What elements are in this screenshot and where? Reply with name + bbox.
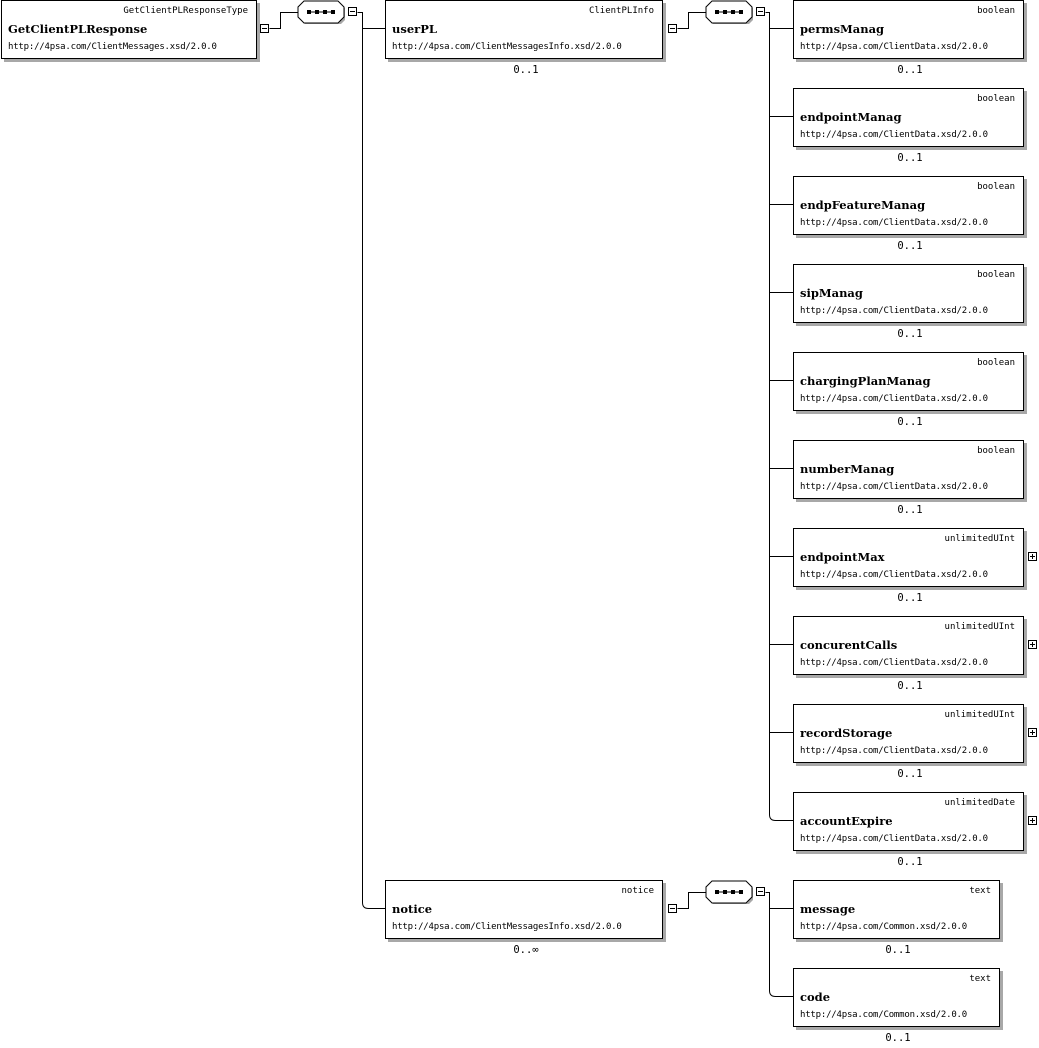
element-type: boolean	[977, 6, 1015, 16]
sequence-compositor-icon[interactable]	[705, 880, 753, 904]
element-namespace: http://4psa.com/ClientData.xsd/2.0.0	[800, 570, 988, 580]
cardinality-label: 0..1	[897, 64, 923, 76]
cardinality-label: 0..1	[897, 856, 923, 868]
element-namespace: http://4psa.com/ClientData.xsd/2.0.0	[800, 42, 988, 52]
element-namespace: http://4psa.com/ClientData.xsd/2.0.0	[800, 834, 988, 844]
connector-userpl-to-sequence	[678, 13, 706, 29]
element-code[interactable]	[793, 968, 1000, 1027]
expand-toggle-accountexpire[interactable]	[1028, 816, 1037, 825]
cardinality-label: 0..1	[897, 768, 923, 780]
element-getclientplresponse[interactable]	[1, 0, 257, 59]
element-name: endpFeatureManag	[800, 198, 926, 212]
cardinality-label: 0..1	[897, 592, 923, 604]
element-endpointmax[interactable]	[793, 528, 1024, 587]
cardinality-label: 0..1	[897, 680, 923, 692]
element-name: endpointManag	[800, 110, 902, 124]
element-name: notice	[392, 902, 433, 916]
element-namespace: http://4psa.com/ClientData.xsd/2.0.0	[800, 218, 988, 228]
cardinality-label: 0..∞	[513, 944, 539, 956]
element-name: numberManag	[800, 462, 895, 476]
element-name: concurentCalls	[800, 638, 898, 652]
cardinality-label: 0..1	[897, 504, 923, 516]
element-name: accountExpire	[800, 814, 893, 828]
element-name: sipManag	[800, 286, 863, 300]
element-namespace: http://4psa.com/ClientData.xsd/2.0.0	[800, 658, 988, 668]
cardinality-label: 0..1	[885, 1032, 911, 1044]
element-numbermanag[interactable]	[793, 440, 1024, 499]
element-type: unlimitedDate	[944, 798, 1015, 808]
element-namespace: http://4psa.com/ClientData.xsd/2.0.0	[800, 746, 988, 756]
collapse-toggle-userpl[interactable]	[668, 24, 677, 33]
expand-toggle-concurentcalls[interactable]	[1028, 640, 1037, 649]
element-namespace: http://4psa.com/ClientMessages.xsd/2.0.0	[8, 42, 217, 52]
element-recordstorage[interactable]	[793, 704, 1024, 763]
element-endpfeaturemanag[interactable]	[793, 176, 1024, 235]
element-namespace: http://4psa.com/ClientData.xsd/2.0.0	[800, 394, 988, 404]
element-type: unlimitedUInt	[944, 622, 1015, 632]
element-type: text	[969, 886, 991, 896]
cardinality-label: 0..1	[897, 416, 923, 428]
element-type: unlimitedUInt	[944, 534, 1015, 544]
element-namespace: http://4psa.com/Common.xsd/2.0.0	[800, 922, 967, 932]
element-type: boolean	[977, 358, 1015, 368]
element-namespace: http://4psa.com/ClientData.xsd/2.0.0	[800, 130, 988, 140]
collapse-toggle-getclientplresponse[interactable]	[260, 24, 269, 33]
element-type: unlimitedUInt	[944, 710, 1015, 720]
element-message[interactable]	[793, 880, 1000, 939]
element-namespace: http://4psa.com/ClientData.xsd/2.0.0	[800, 306, 988, 316]
expand-toggle-recordstorage[interactable]	[1028, 728, 1037, 737]
connector-userpl-children-trunk	[766, 13, 794, 821]
element-sipmanag[interactable]	[793, 264, 1024, 323]
cardinality-label: 0..1	[897, 328, 923, 340]
element-type: boolean	[977, 270, 1015, 280]
cardinality-label: 0..1	[885, 944, 911, 956]
element-notice[interactable]	[385, 880, 663, 939]
connector-notice-to-sequence	[678, 893, 706, 909]
element-name: permsManag	[800, 22, 885, 36]
element-namespace: http://4psa.com/ClientData.xsd/2.0.0	[800, 482, 988, 492]
element-namespace: http://4psa.com/ClientMessagesInfo.xsd/2.0.0	[392, 922, 622, 932]
element-namespace: http://4psa.com/ClientMessagesInfo.xsd/2.0.0	[392, 42, 622, 52]
element-chargingplanmanag[interactable]	[793, 352, 1024, 411]
cardinality-label: 0..1	[897, 240, 923, 252]
element-name: endpointMax	[800, 550, 885, 564]
sequence-compositor-icon[interactable]	[297, 0, 345, 24]
element-userpl[interactable]	[385, 0, 663, 59]
element-type: boolean	[977, 446, 1015, 456]
collapse-toggle-notice[interactable]	[668, 904, 677, 913]
collapse-toggle-sequence[interactable]	[756, 7, 765, 16]
connector-sequence-trunk	[358, 13, 386, 909]
element-name: userPL	[392, 22, 437, 36]
element-name: GetClientPLResponse	[8, 22, 148, 36]
element-type: boolean	[977, 182, 1015, 192]
element-type: notice	[621, 886, 654, 896]
cardinality-label: 0..1	[513, 64, 539, 76]
element-type: ClientPLInfo	[588, 6, 654, 16]
element-endpointmanag[interactable]	[793, 88, 1024, 147]
element-type: GetClientPLResponseType	[123, 6, 248, 16]
element-name: code	[800, 990, 831, 1004]
element-permsmanag[interactable]	[793, 0, 1024, 59]
element-name: recordStorage	[800, 726, 893, 740]
collapse-toggle-sequence[interactable]	[756, 887, 765, 896]
sequence-compositor-icon[interactable]	[705, 0, 753, 24]
cardinality-label: 0..1	[897, 152, 923, 164]
collapse-toggle-sequence[interactable]	[348, 7, 357, 16]
element-name: message	[800, 902, 856, 916]
element-type: text	[969, 974, 991, 984]
element-type: boolean	[977, 94, 1015, 104]
element-namespace: http://4psa.com/Common.xsd/2.0.0	[800, 1010, 967, 1020]
element-name: chargingPlanManag	[800, 374, 931, 388]
element-concurentcalls[interactable]	[793, 616, 1024, 675]
connector-root-to-sequence	[270, 13, 298, 29]
expand-toggle-endpointmax[interactable]	[1028, 552, 1037, 561]
element-accountexpire[interactable]	[793, 792, 1024, 851]
